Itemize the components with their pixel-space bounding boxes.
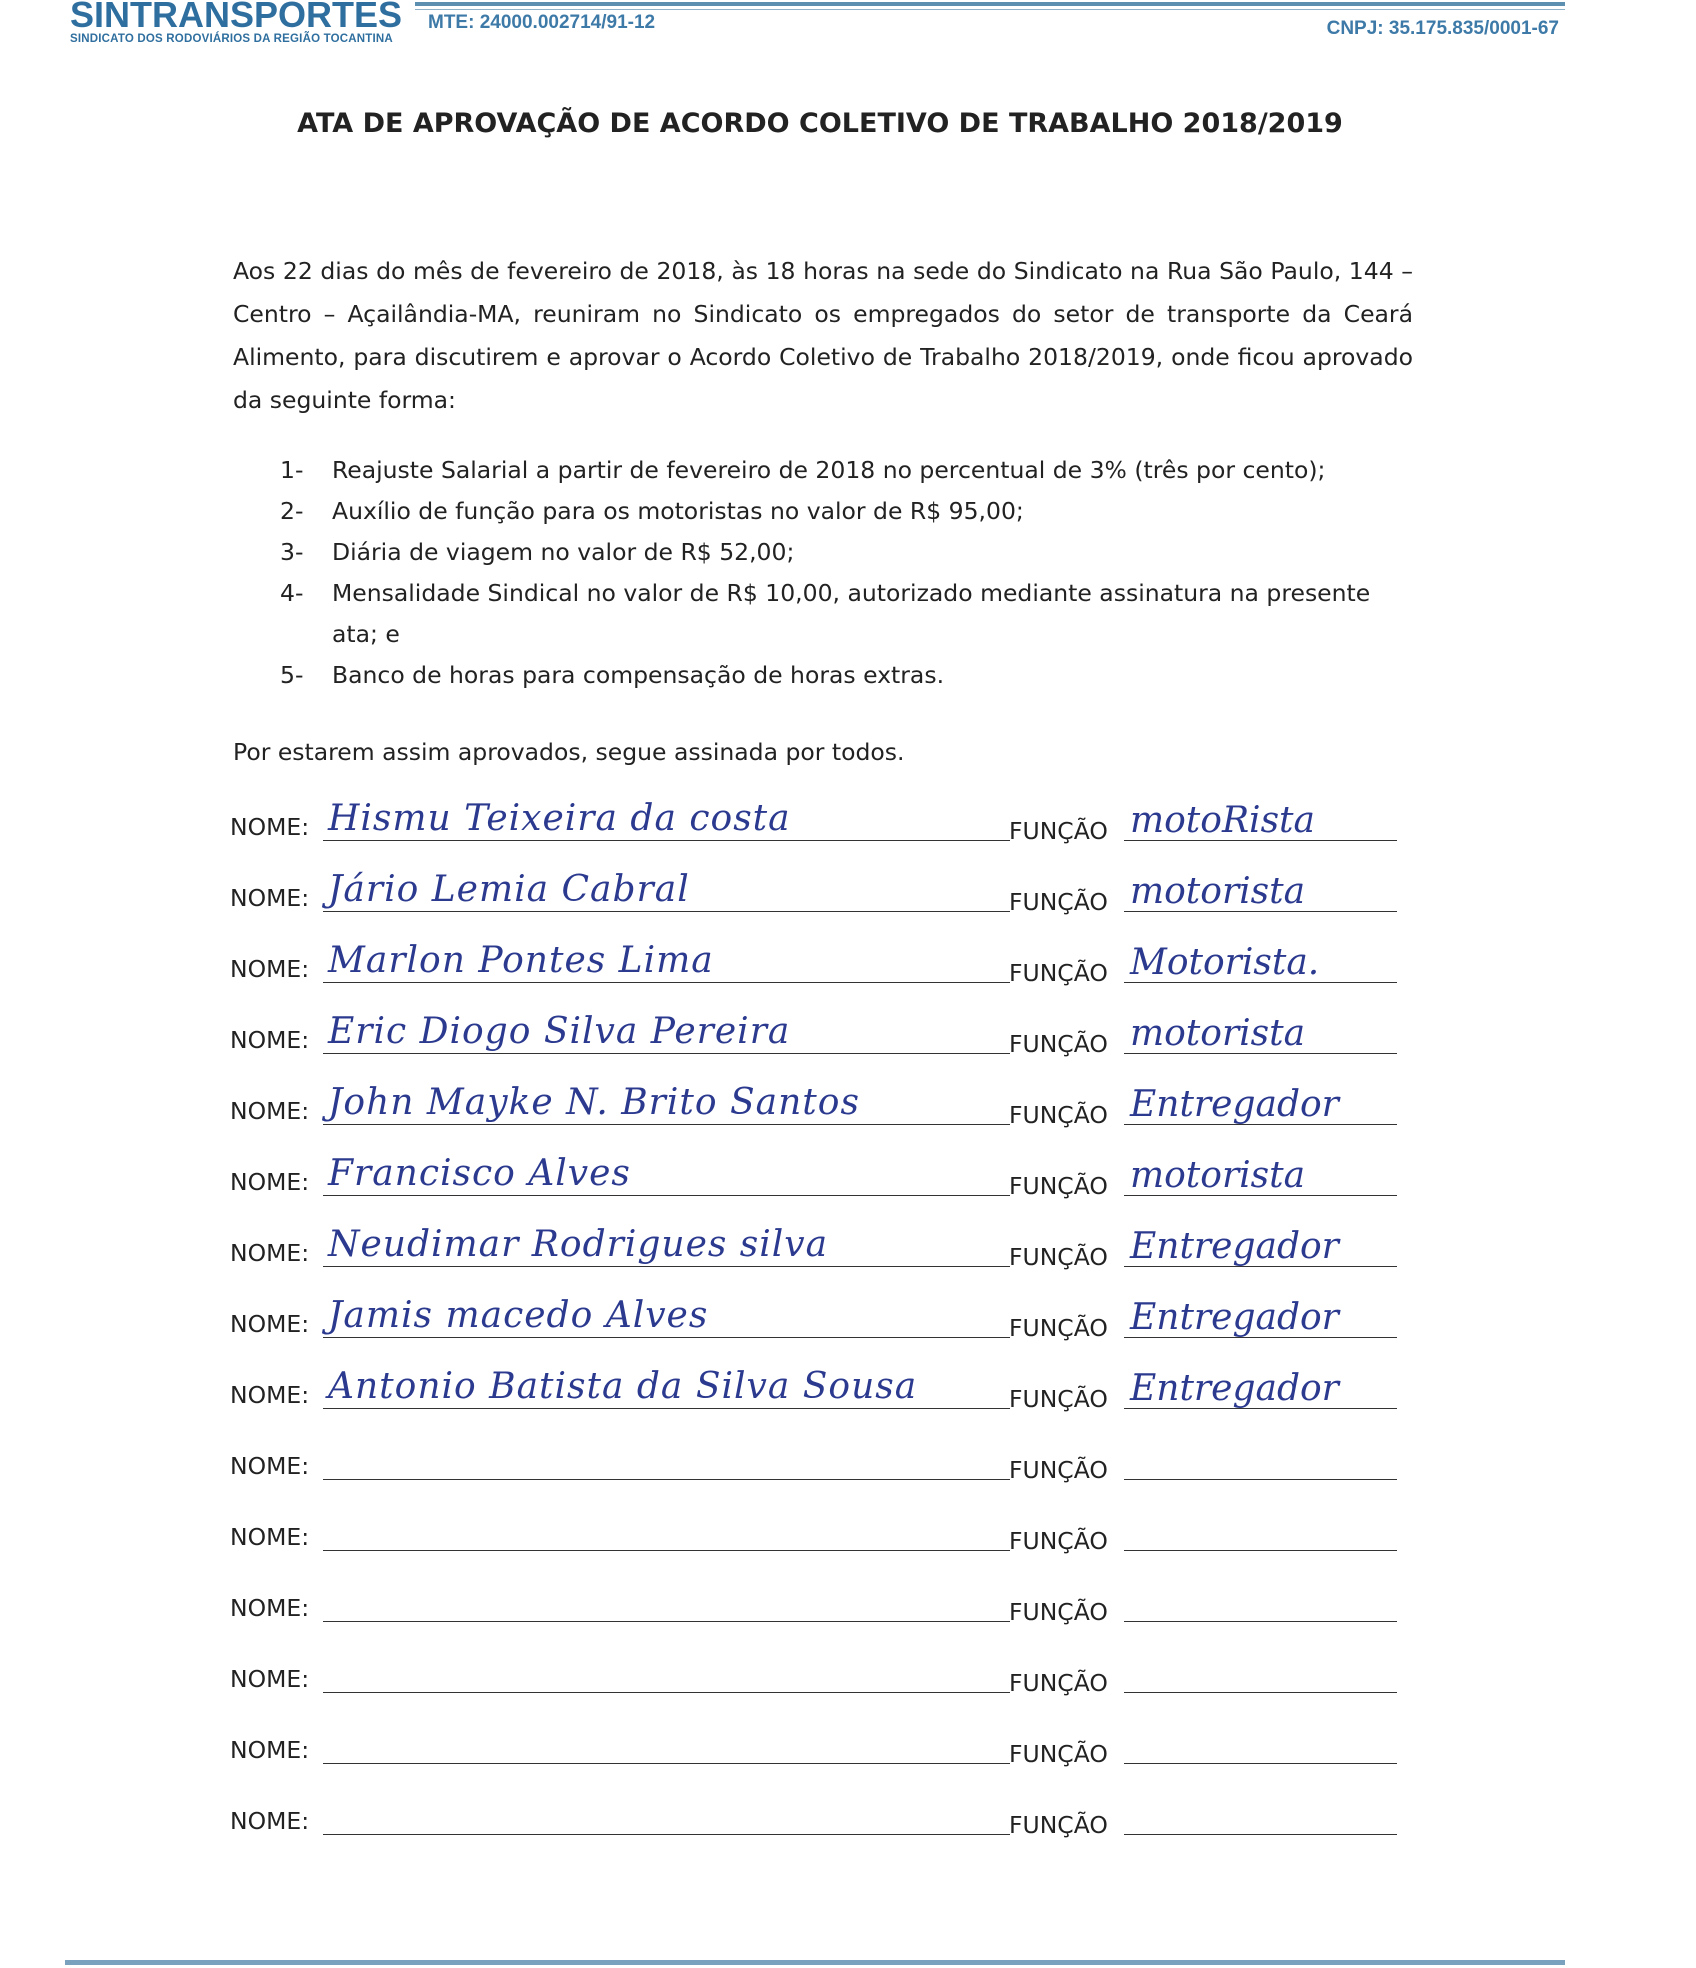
intro-paragraph: Aos 22 dias do mês de fevereiro de 2018, às 18 horas na sede do Sindicato na Rua São Paulo, 144 – Centro – Açailândia-MA, reuniram no Sindicato os empregados do setor de transporte da Ceará Alimento, para discutirem e aprovar o Acordo Coletivo de Trabalho 2018/2019, onde ficou aprovado da seguinte forma: (233, 257, 1413, 414)
list-item (280, 491, 1420, 532)
list-item (280, 655, 1420, 696)
role-label: FUNÇÃO (1009, 1172, 1108, 1200)
signature-row (230, 1728, 1430, 1768)
document-title: ATA DE APROVAÇÃO DE ACORDO COLETIVO DE TRABALHO 2018/2019 (297, 108, 1343, 139)
signature-name: Antonio Batista da Silva Sousa (328, 1366, 918, 1407)
role-label: FUNÇÃO (1009, 1598, 1108, 1626)
name-line (323, 1479, 1010, 1480)
name-label: NOME: (230, 1239, 310, 1267)
role-label: FUNÇÃO (1009, 1669, 1108, 1697)
name-line (323, 1550, 1010, 1551)
list-item-text: Reajuste Salarial a partir de fevereiro de 2018 no percentual de 3% (três por cento); (332, 456, 1326, 484)
signature-name: Hismu Teixeira da costa (328, 798, 791, 839)
signature-row (230, 1799, 1430, 1839)
approved-items-list (280, 450, 1420, 696)
name-line (323, 1195, 1010, 1196)
role-label: FUNÇÃO (1009, 1811, 1108, 1839)
role-line (1124, 1550, 1397, 1551)
role-label: FUNÇÃO (1009, 1030, 1108, 1058)
role-line (1124, 1692, 1397, 1693)
role-label: FUNÇÃO (1009, 1740, 1108, 1768)
name-line (323, 840, 1010, 841)
signature-row (230, 1657, 1430, 1697)
list-item-number: 2- (280, 497, 304, 525)
signature-name: Jário Lemia Cabral (328, 869, 690, 910)
signature-role: Motorista. (1130, 942, 1320, 983)
signature-role: motoRista (1130, 800, 1315, 841)
signature-role: motorista (1130, 1155, 1306, 1196)
role-label: FUNÇÃO (1009, 1101, 1108, 1129)
signature-row (230, 1366, 1430, 1413)
name-label: NOME: (230, 1807, 310, 1835)
org-logo-subtitle: SINDICATO DOS RODOVIÁRIOS DA REGIÃO TOCANTINA (70, 33, 393, 45)
list-item-text: Mensalidade Sindical no valor de R$ 10,00, autorizado mediante assinatura na presente ata; e (332, 579, 1371, 648)
signature-name: John Mayke N. Brito Santos (328, 1082, 860, 1123)
signature-name: Jamis macedo Alves (328, 1295, 709, 1336)
name-label: NOME: (230, 813, 310, 841)
list-item-number: 1- (280, 456, 304, 484)
signature-row (230, 1082, 1430, 1129)
signature-row (230, 1011, 1430, 1058)
signature-name: Eric Diogo Silva Pereira (328, 1011, 791, 1052)
signature-role: Entregador (1130, 1368, 1339, 1409)
list-item-number: 4- (280, 579, 304, 607)
signature-role: Entregador (1130, 1297, 1339, 1338)
name-label: NOME: (230, 1736, 310, 1764)
signature-row (230, 1586, 1430, 1626)
name-line (323, 1834, 1010, 1835)
role-label: FUNÇÃO (1009, 959, 1108, 987)
signature-name: Marlon Pontes Lima (328, 940, 714, 981)
list-item-number: 5- (280, 661, 304, 689)
role-line (1124, 1763, 1397, 1764)
name-line (323, 1763, 1010, 1764)
closing-statement: Por estarem assim aprovados, segue assinada por todos. (233, 738, 905, 766)
name-label: NOME: (230, 1097, 310, 1125)
signature-row (230, 798, 1430, 845)
name-line (323, 1124, 1010, 1125)
list-item-number: 3- (280, 538, 304, 566)
list-item-text: Banco de horas para compensação de horas extras. (332, 661, 945, 689)
name-label: NOME: (230, 1026, 310, 1054)
mte-registration: MTE: 24000.002714/91-12 (428, 12, 656, 33)
name-label: NOME: (230, 1665, 310, 1693)
signature-name: Neudimar Rodrigues silva (328, 1224, 829, 1265)
signature-row (230, 1295, 1430, 1342)
signature-row (230, 1515, 1430, 1555)
role-label: FUNÇÃO (1009, 1243, 1108, 1271)
role-label: FUNÇÃO (1009, 1385, 1108, 1413)
role-line (1124, 1621, 1397, 1622)
signature-row (230, 940, 1430, 987)
signature-name: Francisco Alves (328, 1153, 631, 1194)
role-label: FUNÇÃO (1009, 1314, 1108, 1342)
signature-role: motorista (1130, 1013, 1306, 1054)
signature-row (230, 1444, 1430, 1484)
role-label: FUNÇÃO (1009, 1527, 1108, 1555)
name-label: NOME: (230, 955, 310, 983)
footer-rule (65, 1960, 1565, 1965)
name-label: NOME: (230, 1523, 310, 1551)
role-label: FUNÇÃO (1009, 1456, 1108, 1484)
header-rule (415, 2, 1565, 6)
name-label: NOME: (230, 884, 310, 912)
org-logo-name: SINTRANSPORTES (70, 0, 403, 35)
role-line (1124, 1479, 1397, 1480)
signature-role: Entregador (1130, 1084, 1339, 1125)
header-rule-thin (415, 9, 1565, 10)
signature-row (230, 1224, 1430, 1271)
name-line (323, 1053, 1010, 1054)
name-label: NOME: (230, 1310, 310, 1338)
name-line (323, 911, 1010, 912)
list-item-text: Diária de viagem no valor de R$ 52,00; (332, 538, 795, 566)
signature-role: motorista (1130, 871, 1306, 912)
name-label: NOME: (230, 1452, 310, 1480)
role-label: FUNÇÃO (1009, 817, 1108, 845)
name-label: NOME: (230, 1381, 310, 1409)
name-line (323, 1692, 1010, 1693)
name-line (323, 1408, 1010, 1409)
signature-row (230, 869, 1430, 916)
list-item (280, 450, 1420, 491)
role-line (1124, 1834, 1397, 1835)
name-label: NOME: (230, 1594, 310, 1622)
cnpj-number: CNPJ: 35.175.835/0001-67 (1326, 18, 1559, 39)
name-line (323, 1266, 1010, 1267)
name-line (323, 1621, 1010, 1622)
role-label: FUNÇÃO (1009, 888, 1108, 916)
list-item (280, 532, 1420, 573)
name-label: NOME: (230, 1168, 310, 1196)
list-item-text: Auxílio de função para os motoristas no valor de R$ 95,00; (332, 497, 1024, 525)
name-line (323, 982, 1010, 983)
list-item (280, 573, 1420, 655)
signature-role: Entregador (1130, 1226, 1339, 1267)
name-line (323, 1337, 1010, 1338)
signature-row (230, 1153, 1430, 1200)
